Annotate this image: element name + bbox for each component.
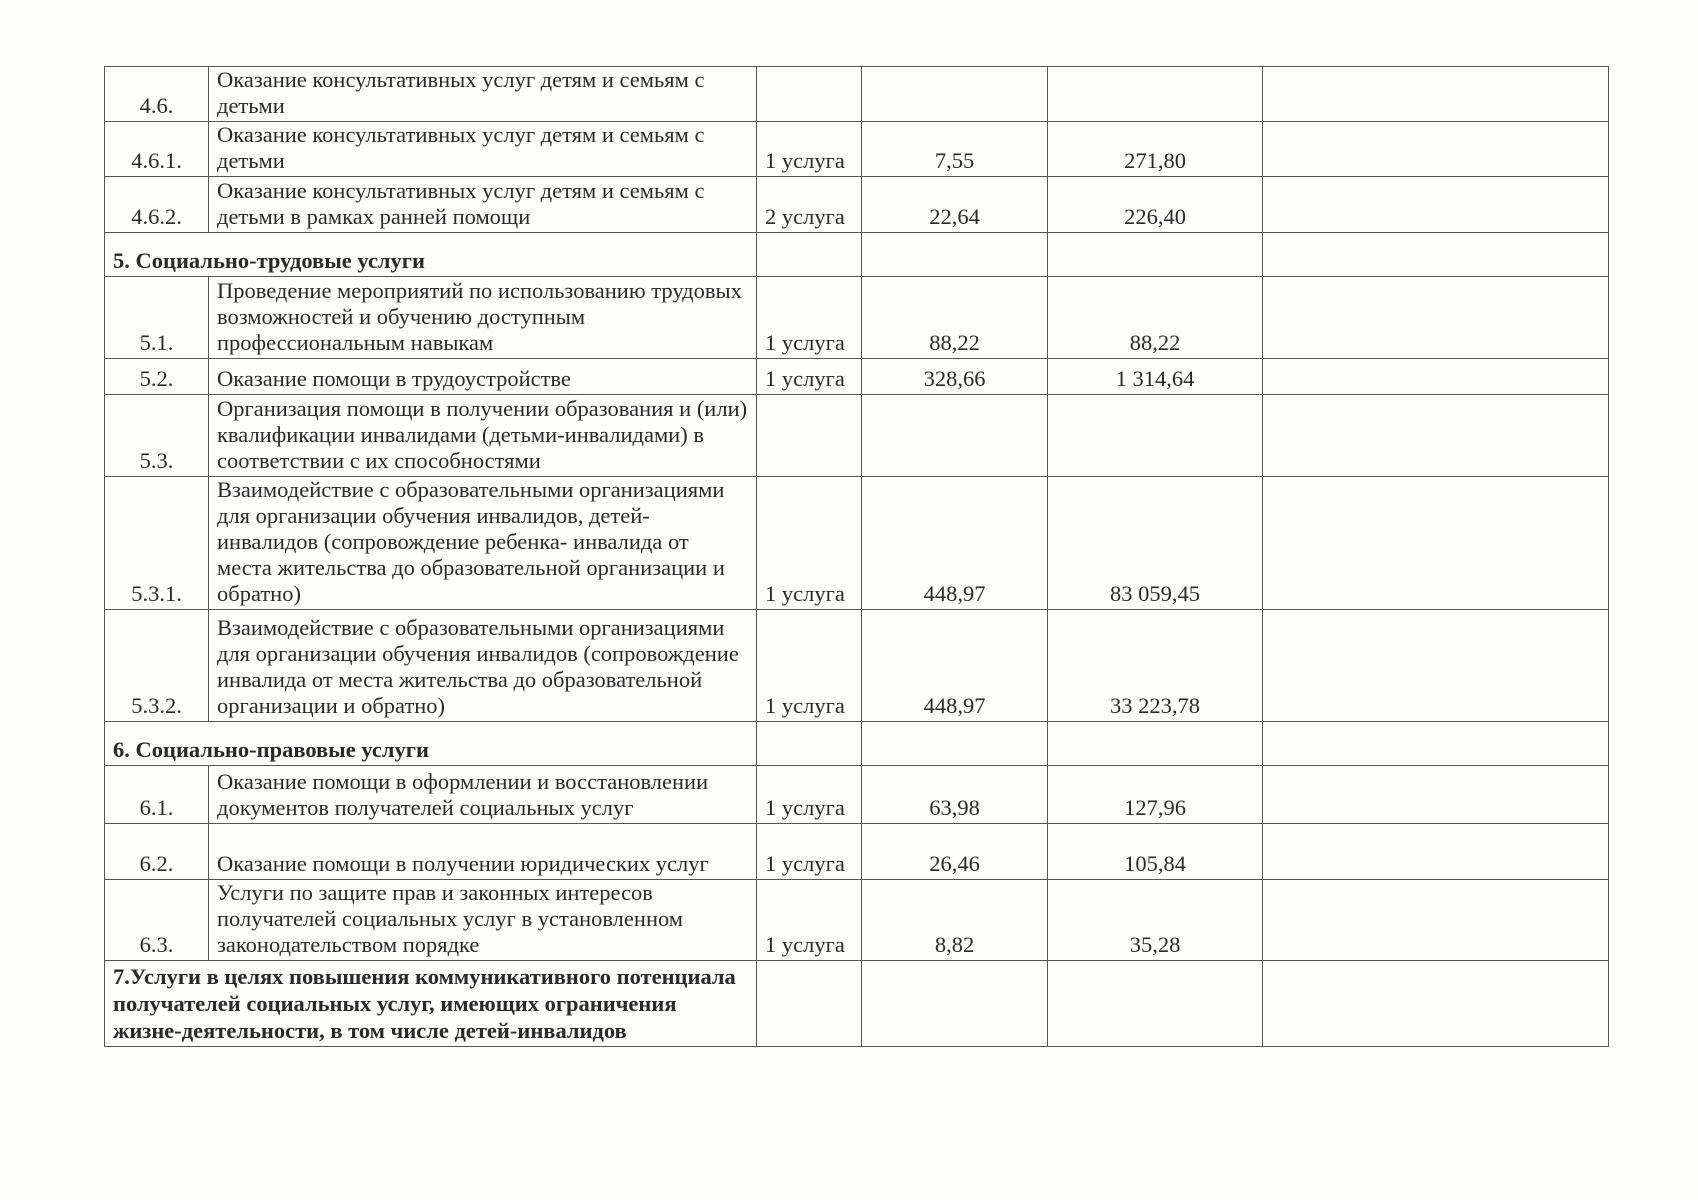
service-number: 4.6.2. (105, 177, 209, 233)
empty-cell (1048, 233, 1263, 277)
service-number: 6.3. (105, 880, 209, 961)
empty-cell (1263, 766, 1609, 824)
empty-cell (1048, 722, 1263, 766)
table-row (105, 122, 1609, 177)
service-price: 88,22 (862, 277, 1048, 359)
service-number: 6.2. (105, 824, 209, 880)
empty-cell (862, 233, 1048, 277)
empty-cell (757, 233, 862, 277)
service-name: Организация помощи в получении образования и (или) квалификации инвалидами (детьми-инвалидами) в соответствии с их способностями (209, 395, 757, 477)
empty-cell (862, 722, 1048, 766)
empty-cell (1263, 122, 1609, 177)
service-unit: 1 услуга (757, 824, 862, 880)
empty-cell (1263, 67, 1609, 122)
service-number: 5.3.1. (105, 477, 209, 610)
empty-cell (757, 722, 862, 766)
service-total: 271,80 (1048, 122, 1263, 177)
table-row (105, 67, 1609, 122)
table-row (105, 177, 1609, 233)
service-price: 63,98 (862, 766, 1048, 824)
section-row (105, 722, 1609, 766)
service-total: 1 314,64 (1048, 359, 1263, 395)
service-total: 105,84 (1048, 824, 1263, 880)
section-row (105, 233, 1609, 277)
empty-cell (1263, 880, 1609, 961)
service-total: 226,40 (1048, 177, 1263, 233)
empty-cell (1263, 610, 1609, 722)
section-title: 7.Услуги в целях повышения коммуникативного потенциала получателей социальных услуг, имеющих ограничения жизне-деятельности, в том числе детей-инвалидов (105, 961, 757, 1047)
service-price (862, 395, 1048, 477)
service-name: Оказание помощи в трудоустройстве (209, 359, 757, 395)
service-unit: 1 услуга (757, 610, 862, 722)
section-row (105, 961, 1609, 1047)
service-name: Услуги по защите прав и законных интересов получателей социальных услуг в установленном законодательством порядке (209, 880, 757, 961)
service-number: 5.3.2. (105, 610, 209, 722)
service-name: Взаимодействие с образовательными организациями для организации обучения инвалидов (сопровождение инвалида от места жительства до образовательной организации и обратно) (209, 610, 757, 722)
service-name: Оказание консультативных услуг детям и семьям с детьми (209, 67, 757, 122)
service-unit (757, 67, 862, 122)
table-row (105, 477, 1609, 610)
empty-cell (862, 961, 1048, 1047)
service-price: 22,64 (862, 177, 1048, 233)
table-row (105, 359, 1609, 395)
service-name: Проведение мероприятий по использованию трудовых возможностей и обучению доступным профессиональным навыкам (209, 277, 757, 359)
service-unit: 2 услуга (757, 177, 862, 233)
service-unit: 1 услуга (757, 122, 862, 177)
table-row (105, 880, 1609, 961)
service-total: 33 223,78 (1048, 610, 1263, 722)
service-unit: 1 услуга (757, 477, 862, 610)
service-price: 26,46 (862, 824, 1048, 880)
service-price: 448,97 (862, 477, 1048, 610)
service-unit: 1 услуга (757, 277, 862, 359)
service-total: 88,22 (1048, 277, 1263, 359)
service-price: 8,82 (862, 880, 1048, 961)
empty-cell (757, 961, 862, 1047)
service-unit: 1 услуга (757, 359, 862, 395)
empty-cell (1263, 477, 1609, 610)
empty-cell (1263, 395, 1609, 477)
service-total (1048, 395, 1263, 477)
service-total (1048, 67, 1263, 122)
empty-cell (1263, 277, 1609, 359)
service-unit: 1 услуга (757, 880, 862, 961)
service-number: 6.1. (105, 766, 209, 824)
table-row (105, 610, 1609, 722)
service-number: 4.6.1. (105, 122, 209, 177)
service-price (862, 67, 1048, 122)
service-number: 5.1. (105, 277, 209, 359)
empty-cell (1263, 233, 1609, 277)
service-price: 328,66 (862, 359, 1048, 395)
empty-cell (1263, 722, 1609, 766)
empty-cell (1263, 177, 1609, 233)
service-total: 83 059,45 (1048, 477, 1263, 610)
service-number: 5.3. (105, 395, 209, 477)
empty-cell (1048, 961, 1263, 1047)
service-name: Взаимодействие с образовательными организациями для организации обучения инвалидов, детей-инвалидов (сопровождение ребенка- инвалида от места жительства до образовательной организации и обратно) (209, 477, 757, 610)
service-name: Оказание консультативных услуг детям и семьям с детьми (209, 122, 757, 177)
table-row (105, 277, 1609, 359)
service-name: Оказание помощи в получении юридических услуг (209, 824, 757, 880)
services-table-body (105, 67, 1609, 1047)
empty-cell (1263, 824, 1609, 880)
service-total: 127,96 (1048, 766, 1263, 824)
service-total: 35,28 (1048, 880, 1263, 961)
service-price: 448,97 (862, 610, 1048, 722)
section-title: 5. Социально-трудовые услуги (105, 233, 757, 277)
section-title: 6. Социально-правовые услуги (105, 722, 757, 766)
table-row (105, 395, 1609, 477)
service-price: 7,55 (862, 122, 1048, 177)
services-table (104, 66, 1609, 1047)
service-name: Оказание консультативных услуг детям и семьям с детьми в рамках ранней помощи (209, 177, 757, 233)
empty-cell (1263, 961, 1609, 1047)
service-number: 5.2. (105, 359, 209, 395)
table-row (105, 766, 1609, 824)
empty-cell (1263, 359, 1609, 395)
service-unit (757, 395, 862, 477)
service-number: 4.6. (105, 67, 209, 122)
table-row (105, 824, 1609, 880)
service-name: Оказание помощи в оформлении и восстановлении документов получателей социальных услуг (209, 766, 757, 824)
service-unit: 1 услуга (757, 766, 862, 824)
